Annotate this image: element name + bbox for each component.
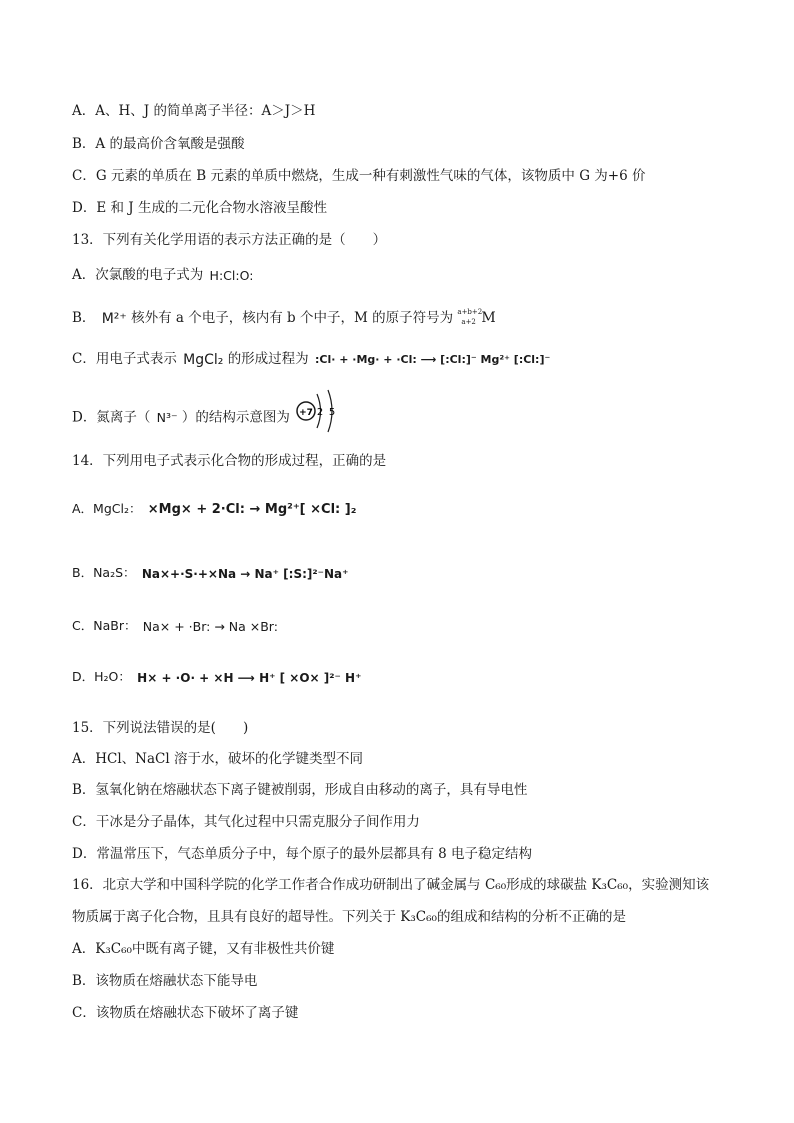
q14-c-formula: Na× + ·Br: → Na ×Br:: [142, 618, 278, 634]
q12-option-b: B．A 的最高价含氧酸是强酸: [72, 136, 245, 152]
q13-option-b: [72, 309, 754, 328]
q12-option-c: C．G 元素的单质在 B 元素的单质中燃烧，生成一种有刺激性气味的气体，该物质中 G 为+6 价: [72, 168, 646, 184]
q14-b-label: B．Na₂S：: [72, 565, 136, 580]
q13-b-text-2: 核外有 a 个电子，核内有 b 个中子，M 的原子符号为: [131, 310, 454, 326]
q15-option-a: A．HCl、NaCl 溶于水，破坏的化学键类型不同: [72, 751, 363, 767]
q13-a-text: A．次氯酸的电子式为: [72, 267, 204, 283]
q15-option-b: B．氢氧化钠在熔融状态下离子键被削弱，形成自由移动的离子，具有导电性: [72, 782, 528, 798]
nitride-ion-structure-diagram: [294, 388, 344, 434]
q13-c-compound: MgCl₂: [183, 351, 224, 368]
q16-stem-line-1: 16．北京大学和中国科学院的化学工作者合作成功研制出了碱金属与 C₆₀形成的球碳盐 K₃C₆₀，实验测知该: [72, 877, 710, 893]
q15-option-d: D．常温常压下，气态单质分子中，每个原子的最外层都具有 8 电子稳定结构: [72, 846, 532, 862]
q13-d-text-2: ）的结构示意图为: [181, 409, 290, 426]
q13-b-mass-number: a+b+2: [457, 307, 483, 316]
q13-b-atomic-number: a+2: [461, 317, 476, 326]
q16-stem-line-2: 物质属于离子化合物，且具有良好的超导性。下列关于 K₃C₆₀的组成和结构的分析不正确的是: [72, 909, 626, 925]
q12-option-d: D．E 和 J 生成的二元化合物水溶液呈酸性: [72, 200, 327, 216]
q16-option-c: C．该物质在熔融状态下破坏了离子键: [72, 1005, 299, 1021]
q14-a-formula: ×Mg× + 2·Cl: → Mg²⁺[ ×Cl: ]₂: [147, 501, 357, 517]
q16-option-b: B．该物质在熔融状态下能导电: [72, 973, 258, 989]
q13-stem: 13．下列有关化学用语的表示方法正确的是（ ）: [72, 232, 387, 248]
q14-d-formula: H× + ·O· + ×H ⟶ H⁺ [ ×O× ]²⁻ H⁺: [137, 670, 362, 685]
q13-c-formation-formula: :Cl· + ·Mg· + ·Cl: ⟶ [:Cl:]⁻ Mg²⁺ [:Cl:]⁻: [314, 352, 551, 366]
q13-d-ion: N³⁻: [156, 410, 178, 425]
q13-option-a: [72, 266, 754, 285]
q13-option-c: [72, 350, 754, 369]
q14-b-formula: Na×+·S·+×Na → Na⁺ [:S:]²⁻Na⁺: [141, 566, 349, 581]
q14-d-label: D．H₂O：: [72, 669, 131, 684]
q13-a-electron-formula: H:Cl:O:: [209, 267, 254, 283]
q14-option-b: [72, 564, 754, 583]
q13-c-text-2: 的形成过程为: [227, 351, 309, 367]
shell-2-electrons: 5: [329, 407, 336, 418]
shell-1-electrons: 2: [317, 407, 324, 418]
q13-b-text-1: B．: [72, 310, 96, 326]
q13-b-atomic-notation: [457, 307, 483, 328]
nucleus-charge: +7: [299, 408, 314, 418]
q13-option-d: [72, 402, 754, 434]
q14-a-label: A．MgCl₂：: [72, 501, 142, 516]
q14-option-c: [72, 617, 754, 636]
q14-c-label: C．NaBr：: [72, 618, 137, 633]
q14-option-d: [72, 668, 754, 687]
q16-option-a: A．K₃C₆₀中既有离子键，又有非极性共价键: [72, 941, 335, 957]
q13-d-text-1: D．氮离子（: [72, 409, 151, 426]
q12-option-a: A．A、H、J 的简单离子半径：A＞J＞H: [72, 103, 316, 119]
q13-b-ion: M²⁺: [101, 310, 127, 327]
q15-stem: 15．下列说法错误的是( ): [72, 720, 249, 736]
q14-option-a: [72, 500, 754, 519]
q15-option-c: C．干冰是分子晶体，其气化过程中只需克服分子间作用力: [72, 814, 420, 830]
q14-stem: 14．下列用电子式表示化合物的形成过程，正确的是: [72, 453, 387, 469]
q13-c-text: C．用电子式表示: [72, 351, 177, 367]
q13-b-element-symbol: M: [481, 310, 496, 326]
